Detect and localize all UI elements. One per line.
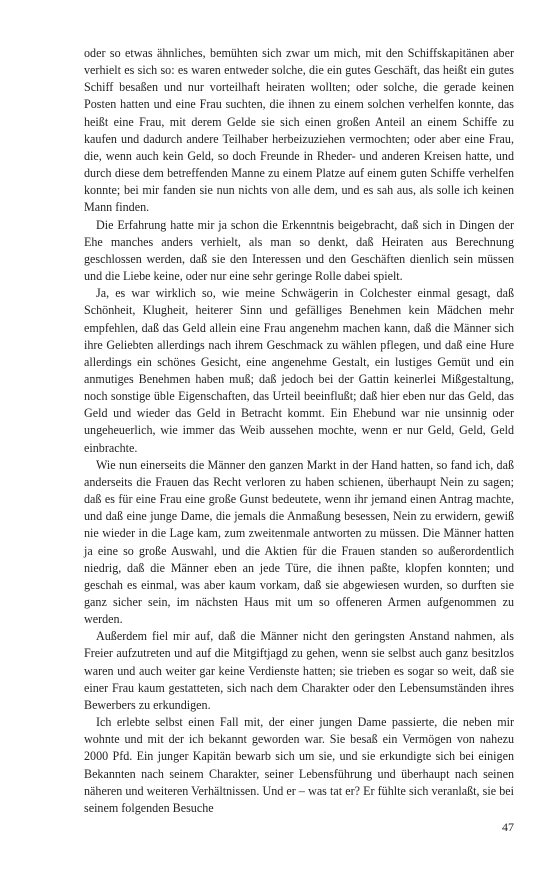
page-number: 47 — [502, 820, 514, 834]
paragraph-6: Ich erlebte selbst einen Fall mit, der einer jungen Dame passierte, die neben mir wohnte und mit der ich bekannt geworden war. Sie besaß ein Vermögen von nahezu 2000 Pfd. Ein junger Kapitän bewarb sich um sie, und sie erkundigte sich bei einigen Bekannten nach seinem Charakter, seiner Lebensführung und überhaupt nach seinen näheren und weiteren Verhältnissen. Und er – was tat er? Er fühlte sich veranlaßt, sie bei seinem folgenden Besuche — [84, 715, 514, 815]
paragraph-1: oder so etwas ähnliches, bemühten sich zwar um mich, mit den Schiffskapitänen aber verhielt es sich so: es waren entweder solche, die ein gutes Geschäft, das heißt ein gutes Schiff besaßen und nur vorteilhaft heiraten wollten; oder solche, die gerade keinen Posten hatten und eine Frau suchten, die ihnen zu einem solchen verhelfen konnte, das heißt eine Frau, mit derem Gelde sie sich einen großen Anteil an einem Schiffe zu kaufen und dadurch andere Teilhaber herbeizuziehen vermochten; oder aber eine Frau, die, wenn auch kein Geld, so doch Freunde in Rheder- und anderen Kreisen hatte, und durch diese dem betreffenden Manne zu einem Platze auf einem guten Schiffe verhelfen konnte; bei mir fanden sie nun nichts von alle dem, und es sah aus, als solle ich keinen Mann finden. — [84, 46, 514, 215]
paragraph-5: Außerdem fiel mir auf, daß die Männer nicht den geringsten Anstand nahmen, als Freier aufzutreten und auf die Mitgiftjagd zu gehen, wenn sie selbst auch ganz besitzlos waren und auch weiter gar keine Verdienste hatten; sie trieben es sogar so weit, daß sie einer Frau kaum gestatteten, sich nach dem Charakter oder den Lebensumständen ihres Bewerbers zu erkundigen. — [84, 629, 514, 712]
book-page — [84, 45, 514, 817]
paragraph-2: Die Erfahrung hatte mir ja schon die Erkenntnis beigebracht, daß sich in Dingen der Ehe manches anders verhielt, als man so denkt, daß Heiraten aus Berechnung geschlossen werden, daß sie den Interessen und den Geschäften dienlich sein müssen und die Liebe keine, oder nur eine sehr geringe Rolle dabei spielt. — [84, 217, 514, 284]
paragraph-4: Wie nun einerseits die Männer den ganzen Markt in der Hand hatten, so fand ich, daß anderseits die Frauen das Recht verloren zu haben schienen, überhaupt Nein zu sagen; daß es für eine Frau eine große Gunst bedeutete, wenn ihr jemand einen Antrag machte, und daß eine junge Dame, die jemals die Anmaßung besessen, Nein zu erwidern, gewiß nie wieder in die Lage kam, zum zweitenmale antworten zu müssen. Die Männer hatten ja eine so große Auswahl, und die Aktien für die Frauen standen so außerordentlich niedrig, daß die Männer eben an jede Türe, die ihnen paßte, klopfen konnten; und geschah es einmal, was aber kaum vorkam, daß sie abgewiesen wurden, so durften sie ganz sicher sein, im nächsten Haus mit um so offeneren Armen aufgenommen zu werden. — [84, 457, 514, 627]
paragraph-3: Ja, es war wirklich so, wie meine Schwägerin in Colchester einmal gesagt, daß Schönheit, Klugheit, heiterer Sinn und gefälliges Benehmen kein Mädchen mehr empfehlen, daß das Geld allein eine Frau angenehm machen kann, daß die Männer sich ihre Geliebten allerdings nach ihrem Geschmack zu wählen pflegen, und daß eine Hure allerdings ein schönes Gesicht, eine angenehme Gestalt, ein lustiges Gemüt und ein anmutiges Benehmen haben muß; daß jedoch bei der Gattin keinerlei Mißgestaltung, noch sonstige üble Eigenschaften, das Urteil beeinflußt; daß hier eben nur das Geld, das Geld und wieder das Geld in Betracht kommt. Ein Ehebund war nie unsinnig oder ungeheuerlich, wie immer das Weib aussehen mochte, wenn er nur Geld, Geld, Geld einbrachte. — [84, 286, 514, 455]
